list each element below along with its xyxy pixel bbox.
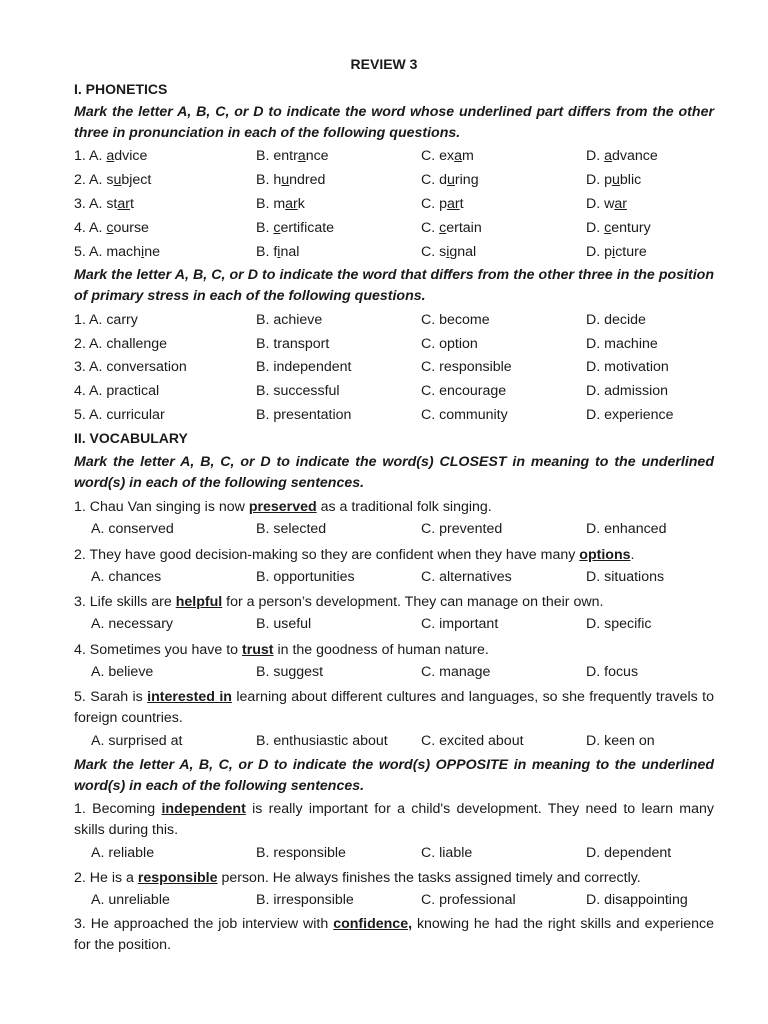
opposite-instruction: Mark the letter A, B, C, or D to indicate the word(s) OPPOSITE in meaning to the underlined word(s) in each of the following sentences. <box>74 757 714 794</box>
question-text: 3. Life skills are helpful for a person’s development. They can manage on their own. <box>74 594 604 610</box>
answer-option: C. important <box>421 616 499 632</box>
answer-options-row <box>74 845 734 867</box>
page-title: REVIEW 3 <box>350 56 418 72</box>
answer-option: D. decide <box>586 312 646 328</box>
answer-option: B. useful <box>256 616 312 632</box>
answer-option: D. specific <box>586 616 652 632</box>
answer-option: 4. A. practical <box>74 383 160 399</box>
answer-option: C. community <box>421 407 508 423</box>
underlined-sound: i <box>446 244 450 260</box>
underlined-sound: u <box>113 172 122 188</box>
keyword-underlined: independent <box>161 801 246 817</box>
answer-option: 2. A. challenge <box>74 336 168 352</box>
pronunciation-row <box>74 220 734 242</box>
answer-option: B. mark <box>256 196 305 212</box>
answer-option: 3. A. start <box>74 196 134 212</box>
underlined-sound: a <box>297 148 306 164</box>
answer-option: D. dependent <box>586 845 672 861</box>
answer-option: D. keen on <box>586 733 655 749</box>
answer-option: C. encourage <box>421 383 507 399</box>
answer-option: B. entrance <box>256 148 329 164</box>
answer-option: B. final <box>256 244 300 260</box>
answer-option: 5. A. machine <box>74 244 160 260</box>
pronunciation-row <box>74 196 734 218</box>
question-text: 1. Becoming independent is really important for a child's development. They need to learn many skills during this. <box>74 801 714 838</box>
answer-option: 2. A. subject <box>74 172 152 188</box>
answer-option: A. reliable <box>91 845 155 861</box>
answer-option: D. disappointing <box>586 892 688 908</box>
answer-option: C. certain <box>421 220 482 236</box>
underlined-sound: u <box>281 172 290 188</box>
answer-option: C. part <box>421 196 464 212</box>
question-text: 5. Sarah is interested in learning about different cultures and languages, so she frequently travels to foreign countries. <box>74 689 714 726</box>
section-vocabulary-heading: II. VOCABULARY <box>74 430 188 446</box>
answer-options-row <box>74 664 734 686</box>
answer-option: C. option <box>421 336 478 352</box>
answer-option: D. advance <box>586 148 658 164</box>
closest-instruction: Mark the letter A, B, C, or D to indicate the word(s) CLOSEST in meaning to the underlined word(s) in each of the following sentences. <box>74 454 714 491</box>
answer-option: A. surprised at <box>91 733 183 749</box>
question-text: 2. They have good decision-making so they are confident when they have many options. <box>74 547 635 563</box>
answer-option: B. transport <box>256 336 330 352</box>
answer-option: B. hundred <box>256 172 326 188</box>
underlined-sound: i <box>141 244 145 260</box>
answer-option: A. chances <box>91 569 162 585</box>
answer-option: 3. A. conversation <box>74 359 187 375</box>
answer-option: B. responsible <box>256 845 346 861</box>
answer-option: A. conserved <box>91 521 174 537</box>
underlined-sound: ar <box>614 196 627 212</box>
answer-option: D. machine <box>586 336 658 352</box>
answer-option: B. presentation <box>256 407 352 423</box>
answer-option: A. believe <box>91 664 154 680</box>
underlined-sound: a <box>604 148 613 164</box>
underlined-sound: ar <box>285 196 298 212</box>
answer-option: B. independent <box>256 359 352 375</box>
answer-option: C. responsible <box>421 359 512 375</box>
answer-option: C. professional <box>421 892 516 908</box>
answer-option: D. situations <box>586 569 665 585</box>
underlined-sound: u <box>447 172 455 188</box>
answer-option: B. achieve <box>256 312 323 328</box>
answer-option: 4. A. course <box>74 220 149 236</box>
pronunciation-row <box>74 244 734 266</box>
keyword-underlined: trust <box>241 642 274 658</box>
underlined-sound: a <box>454 148 463 164</box>
pronunciation-row <box>74 148 734 170</box>
answer-options-row <box>74 733 734 755</box>
answer-option: D. motivation <box>586 359 669 375</box>
question-text: 1. Chau Van singing is now preserved as a traditional folk singing. <box>74 499 492 515</box>
answer-option: 5. A. curricular <box>74 407 165 423</box>
answer-option: D. public <box>586 172 642 188</box>
answer-option: B. successful <box>256 383 340 399</box>
answer-option: B. certificate <box>256 220 335 236</box>
stress-row <box>74 336 734 358</box>
answer-option: C. prevented <box>421 521 503 537</box>
underlined-sound: c <box>106 220 114 236</box>
keyword-underlined: helpful <box>175 594 223 610</box>
answer-option: D. experience <box>586 407 674 423</box>
answer-option: B. selected <box>256 521 327 537</box>
answer-option: C. during <box>421 172 479 188</box>
keyword-underlined: responsible <box>137 870 218 886</box>
answer-option: B. enthusiastic about <box>256 733 388 749</box>
keyword-underlined: options <box>579 547 631 563</box>
answer-option: D. enhanced <box>586 521 667 537</box>
answer-option: B. suggest <box>256 664 324 680</box>
section-phonetics-heading: I. PHONETICS <box>74 81 168 97</box>
keyword-underlined: preserved <box>248 499 317 515</box>
stress-row <box>74 383 734 405</box>
answer-option: A. unreliable <box>91 892 170 908</box>
answer-option: C. excited about <box>421 733 524 749</box>
answer-options-row <box>74 521 734 543</box>
answer-options-row <box>74 616 734 638</box>
underlined-sound: i <box>612 244 616 260</box>
answer-option: C. manage <box>421 664 491 680</box>
answer-option: D. war <box>586 196 627 212</box>
answer-option: D. admission <box>586 383 669 399</box>
underlined-sound: i <box>277 244 281 260</box>
answer-option: C. become <box>421 312 490 328</box>
answer-option: 1. A. advice <box>74 148 148 164</box>
question-text: 2. He is a responsible person. He always finishes the tasks assigned timely and correctly. <box>74 870 641 886</box>
answer-option: B. opportunities <box>256 569 355 585</box>
answer-option: D. century <box>586 220 651 236</box>
answer-option: C. exam <box>421 148 474 164</box>
answer-option: 1. A. carry <box>74 312 138 328</box>
answer-option: B. irresponsible <box>256 892 354 908</box>
answer-options-row <box>74 569 734 591</box>
underlined-sound: c <box>439 220 447 236</box>
underlined-sound: ar <box>447 196 460 212</box>
pronunciation-row <box>74 172 734 194</box>
pronunciation-instruction: Mark the letter A, B, C, or D to indicate the word whose underlined part differs from the other three in pronunciation in each of the following questions. <box>74 104 714 141</box>
answer-option: C. liable <box>421 845 473 861</box>
underlined-sound: u <box>612 172 620 188</box>
stress-row <box>74 359 734 381</box>
keyword-underlined: interested in <box>147 689 232 705</box>
stress-row <box>74 312 734 334</box>
underlined-sound: c <box>273 220 281 236</box>
answer-option: D. focus <box>586 664 639 680</box>
underlined-sound: ar <box>117 196 130 212</box>
question-text: 3. He approached the job interview with confidence, knowing he had the right skills and experience for the position. <box>74 916 714 953</box>
underlined-sound: c <box>604 220 612 236</box>
answer-option: C. signal <box>421 244 477 260</box>
answer-options-row <box>74 892 734 914</box>
answer-option: A. necessary <box>91 616 174 632</box>
answer-option: D. picture <box>586 244 647 260</box>
stress-instruction: Mark the letter A, B, C, or D to indicate the word that differs from the other three in the position of primary stress in each of the following questions. <box>74 267 714 304</box>
answer-option: C. alternatives <box>421 569 512 585</box>
keyword-underlined: confidence, <box>333 916 413 932</box>
question-text: 4. Sometimes you have to trust in the goodness of human nature. <box>74 642 489 658</box>
underlined-sound: a <box>106 148 115 164</box>
stress-row <box>74 407 734 429</box>
